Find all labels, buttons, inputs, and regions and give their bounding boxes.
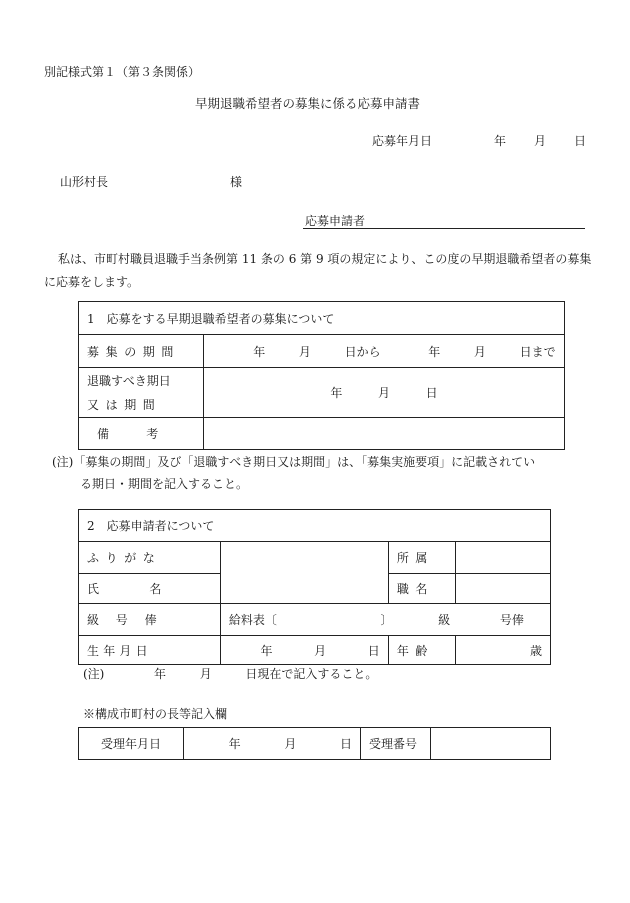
- retire-value[interactable]: [204, 368, 564, 418]
- note2-year: 年: [154, 667, 167, 681]
- applicant-signature-line[interactable]: [303, 228, 585, 229]
- period-label: 募集の期間: [79, 335, 204, 368]
- age-value[interactable]: [455, 636, 550, 665]
- retire-label-line1: 退職すべき期日: [87, 373, 171, 388]
- remarks-label: 備考: [79, 418, 204, 450]
- addressee-honorific: 様: [230, 175, 243, 189]
- page-title: 早期退職希望者の募集に係る応募申請書: [195, 96, 421, 111]
- note1: [52, 451, 608, 495]
- period-start-day: 日から: [344, 344, 381, 359]
- period-end-month: 月: [473, 344, 486, 359]
- name-value[interactable]: [220, 542, 388, 604]
- period-start-month: 月: [298, 344, 311, 359]
- received-number-label: 受理番号: [361, 728, 431, 760]
- section1-table: [78, 301, 565, 450]
- retire-day: 日: [425, 386, 438, 400]
- note2-month: 月: [199, 667, 212, 681]
- period-value[interactable]: [204, 335, 564, 368]
- period-start-year: 年: [253, 344, 266, 359]
- affiliation-value[interactable]: [455, 542, 550, 574]
- birth-year: 年: [260, 643, 273, 658]
- received-month: 月: [284, 737, 297, 751]
- position-label: 職名: [388, 574, 455, 604]
- received-day: 日: [339, 737, 352, 751]
- birth-value[interactable]: [220, 636, 388, 665]
- retire-year: 年: [330, 386, 343, 400]
- name-label: 氏名: [79, 574, 221, 604]
- birth-day: 日: [367, 643, 380, 658]
- received-date-label: 受理年月日: [79, 728, 184, 760]
- retire-label-line2: 又は期間: [87, 397, 162, 412]
- application-date-year: 年: [494, 134, 507, 148]
- furigana-label: ふりがな: [79, 542, 221, 574]
- application-date-day: 日: [574, 134, 587, 148]
- age-unit: 歳: [529, 643, 542, 658]
- section1-heading: 1 応募をする早期退職希望者の募集について: [79, 302, 565, 335]
- section2-heading: 2 応募申請者について: [79, 510, 551, 542]
- note2-prefix: (注): [83, 667, 105, 681]
- salary-table-close: 〕: [380, 613, 393, 627]
- salary-table-open: 給料表〔: [228, 613, 277, 627]
- received-year: 年: [228, 737, 241, 751]
- note1-line1: (注)「募集の期間」及び「退職すべき期日又は期間」は、「募集実施要項」に記載されてい: [52, 455, 536, 469]
- note2: [83, 666, 377, 682]
- note1-line2: る期日・期間を記入すること。: [80, 477, 249, 491]
- statement: 私は、市町村職員退職手当条例第 11 条の 6 第 9 項の規定により、この度の早期退職希望者の募集に応募をします。: [44, 252, 592, 289]
- age-label: 年齢: [388, 636, 455, 665]
- received-number-value[interactable]: [431, 728, 551, 760]
- birth-month: 月: [314, 643, 327, 658]
- application-date-label: 応募年月日: [372, 134, 433, 148]
- position-value[interactable]: [455, 574, 550, 604]
- section3-heading: ※構成市町村の長等記入欄: [83, 707, 228, 721]
- note2-day-text: 日現在で記入すること。: [245, 667, 378, 681]
- affiliation-label: 所属: [388, 542, 455, 574]
- period-end-year: 年: [428, 344, 441, 359]
- form-id: 別記様式第１（第３条関係）: [44, 65, 201, 79]
- grade-label: 級号俸: [79, 604, 221, 636]
- grade-kyu: 級: [438, 613, 451, 627]
- application-date-month: 月: [534, 134, 547, 148]
- section2-table: [78, 509, 551, 665]
- retire-month: 月: [378, 386, 391, 400]
- retire-label: [79, 368, 204, 418]
- birth-label: 生年月日: [79, 636, 221, 665]
- applicant-label: 応募申請者: [305, 214, 366, 228]
- period-end-day: 日まで: [519, 344, 556, 359]
- remarks-value[interactable]: [204, 418, 564, 450]
- addressee-name: 山形村長: [60, 175, 109, 189]
- section3-table: [78, 727, 551, 760]
- grade-value[interactable]: [220, 604, 550, 636]
- grade-gouhou: 号俸: [499, 613, 524, 627]
- received-date-value[interactable]: [184, 728, 361, 760]
